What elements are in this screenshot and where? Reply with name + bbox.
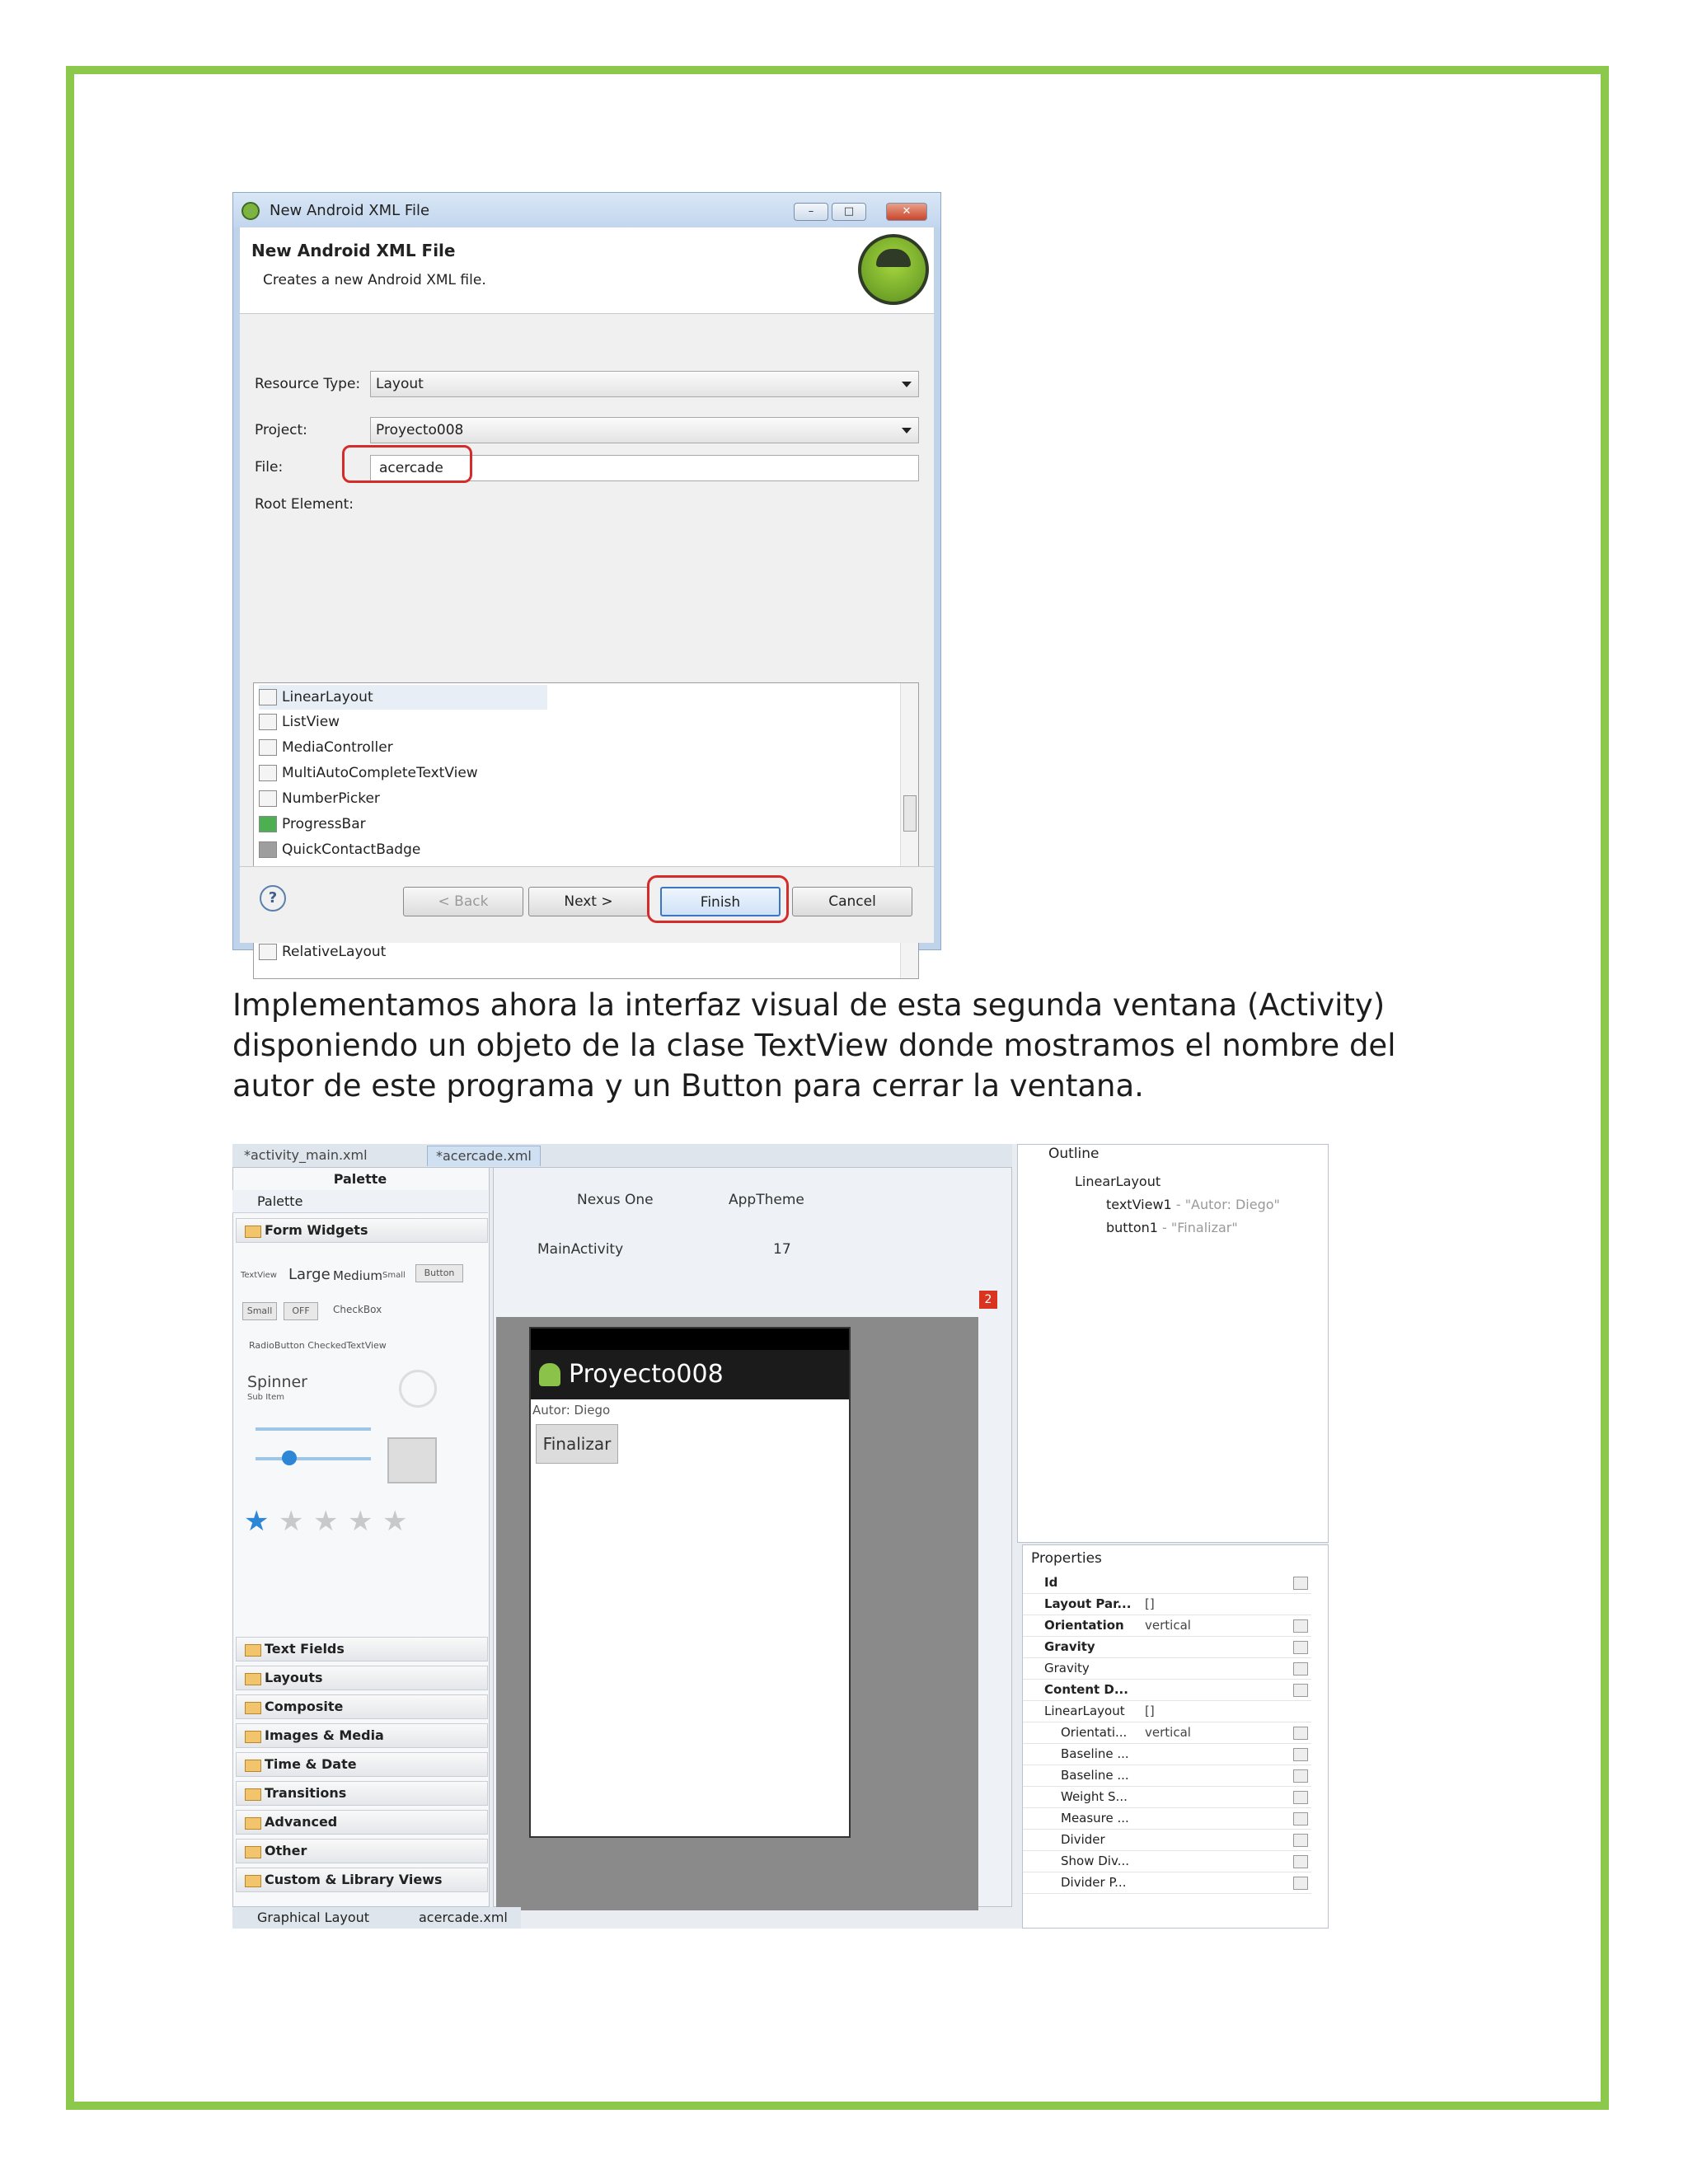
rating-star-filled-icon[interactable]: ★ xyxy=(244,1505,270,1538)
property-row[interactable]: Orientati... vertical xyxy=(1023,1722,1311,1744)
device-selector[interactable]: Nexus One xyxy=(577,1192,654,1208)
property-row[interactable]: Gravity xyxy=(1023,1636,1311,1658)
list-item[interactable]: LinearLayout xyxy=(259,685,547,710)
layout-canvas xyxy=(496,1317,978,1910)
property-row[interactable]: Measure ... xyxy=(1023,1807,1311,1830)
seekbar-thumb[interactable] xyxy=(282,1451,297,1465)
editor-bottom-tabs xyxy=(232,1907,521,1929)
android-logo-icon xyxy=(858,234,929,305)
property-row[interactable]: Weight S... xyxy=(1023,1786,1311,1808)
list-item[interactable]: ListView xyxy=(259,710,340,734)
root-element-label: Root Element: xyxy=(255,496,354,513)
activity-selector[interactable]: MainActivity xyxy=(537,1241,624,1258)
rating-star-icon[interactable]: ★ xyxy=(313,1505,339,1538)
dialog-header xyxy=(240,227,934,314)
api-level-selector[interactable]: 17 xyxy=(773,1241,791,1258)
dialog-subtitle: Creates a new Android XML file. xyxy=(263,272,486,288)
file-label: File: xyxy=(255,459,284,476)
property-row[interactable]: Layout Par... [] xyxy=(1023,1593,1311,1615)
mediacontroller-icon xyxy=(259,739,277,756)
maximize-button[interactable]: □ xyxy=(832,203,866,221)
palette-category-images-media[interactable]: Images & Media xyxy=(236,1723,488,1748)
rating-star-icon[interactable]: ★ xyxy=(279,1505,304,1538)
textview-autor[interactable]: Autor: Diego xyxy=(532,1403,611,1418)
cancel-button[interactable]: Cancel xyxy=(792,887,912,916)
palette-textview[interactable]: TextView xyxy=(241,1271,277,1280)
property-row[interactable]: Content D... xyxy=(1023,1679,1311,1701)
list-item[interactable]: MediaController xyxy=(259,735,393,760)
property-row[interactable]: Baseline ... xyxy=(1023,1743,1311,1765)
eclipse-app-icon xyxy=(241,202,260,220)
progressbar-icon xyxy=(259,816,277,832)
palette-category-other[interactable]: Other xyxy=(236,1839,488,1863)
linearlayout-icon xyxy=(259,689,277,705)
palette-large-text[interactable]: Large xyxy=(288,1266,331,1283)
property-row[interactable]: Show Div... xyxy=(1023,1850,1311,1872)
back-button[interactable]: < Back xyxy=(403,887,523,916)
new-android-xml-dialog xyxy=(232,192,941,960)
action-bar xyxy=(531,1350,849,1399)
list-item[interactable]: ProgressBar xyxy=(259,812,366,837)
android-app-icon xyxy=(539,1363,560,1386)
palette-category-layouts[interactable]: Layouts xyxy=(236,1666,488,1690)
palette-spinner[interactable]: Spinner xyxy=(247,1373,307,1391)
autocomplete-icon xyxy=(259,765,277,781)
tab-acercade[interactable]: *acercade.xml xyxy=(427,1146,541,1166)
finalizar-button[interactable]: Finalizar xyxy=(536,1424,618,1464)
outline-title: Outline xyxy=(1048,1146,1100,1162)
finish-highlight-annotation xyxy=(647,875,789,923)
window-title: New Android XML File xyxy=(270,202,430,219)
properties-title: Properties xyxy=(1031,1550,1102,1567)
body-paragraph: Implementamos ahora la interfaz visual de esta segunda ventana (Activity) disponiendo un objeto de la clase TextView donde mostramos el nombre del autor de este programa y un Button para cerrar la ventana. xyxy=(232,987,1396,1104)
file-highlight-annotation xyxy=(342,445,472,483)
palette-category-text-fields[interactable]: Text Fields xyxy=(236,1637,488,1661)
relativelayout-icon xyxy=(259,944,277,960)
palette-header: Palette xyxy=(333,1171,387,1187)
properties-panel xyxy=(1022,1544,1329,1929)
dropdown-arrow-icon xyxy=(902,382,912,387)
palette-category-transitions[interactable]: Transitions xyxy=(236,1781,488,1806)
app-title: Proyecto008 xyxy=(569,1360,724,1389)
scrollbar-thumb[interactable] xyxy=(903,795,917,832)
resource-type-value: Layout xyxy=(376,376,424,392)
list-item[interactable]: MultiAutoCompleteTextView xyxy=(259,761,478,785)
property-row[interactable]: Divider P... xyxy=(1023,1872,1311,1894)
error-count-badge[interactable]: 2 xyxy=(979,1291,997,1309)
resource-type-select[interactable] xyxy=(370,371,919,397)
close-button[interactable]: ✕ xyxy=(886,203,927,221)
next-button[interactable]: Next > xyxy=(528,887,649,916)
property-row[interactable]: Orientation vertical xyxy=(1023,1615,1311,1637)
tab-graphical-layout[interactable]: Graphical Layout xyxy=(257,1910,370,1925)
numberpicker-icon xyxy=(259,790,277,807)
palette-small-button[interactable]: Small xyxy=(242,1302,277,1320)
file-input-value: acercade xyxy=(379,460,443,476)
progress-bar-horizontal[interactable] xyxy=(256,1427,371,1431)
palette-category-time-date[interactable]: Time & Date xyxy=(236,1752,488,1777)
minimize-button[interactable]: – xyxy=(794,203,828,221)
theme-selector[interactable]: AppTheme xyxy=(729,1192,804,1208)
tab-activity-main[interactable]: *activity_main.xml xyxy=(244,1147,368,1163)
outline-item-linearlayout[interactable]: LinearLayout xyxy=(1075,1174,1161,1189)
palette-toggle-button[interactable]: OFF xyxy=(284,1302,318,1320)
palette-category-form-widgets[interactable]: Form Widgets xyxy=(236,1218,488,1243)
outline-item-button1[interactable]: button1 - "Finalizar" xyxy=(1106,1220,1238,1235)
palette-selector[interactable]: Palette xyxy=(232,1190,488,1213)
project-label: Project: xyxy=(255,422,307,438)
palette-category-custom-library[interactable]: Custom & Library Views xyxy=(236,1868,488,1892)
progress-spinner-icon[interactable] xyxy=(399,1370,437,1408)
dropdown-arrow-icon xyxy=(902,428,912,434)
project-value: Proyecto008 xyxy=(376,422,464,438)
palette-category-composite[interactable]: Composite xyxy=(236,1694,488,1719)
listview-icon xyxy=(259,714,277,730)
quick-contact-badge-icon[interactable] xyxy=(387,1437,437,1483)
list-item[interactable]: QuickContactBadge xyxy=(259,837,420,862)
project-select[interactable] xyxy=(370,417,919,443)
resource-type-label: Resource Type: xyxy=(255,376,361,392)
finish-button[interactable]: Finish xyxy=(660,887,781,916)
palette-medium-text[interactable]: Medium xyxy=(333,1268,382,1283)
palette-radio-checked[interactable]: RadioButton CheckedTextView xyxy=(249,1340,387,1351)
palette-checkbox[interactable]: CheckBox xyxy=(333,1304,382,1315)
property-row[interactable]: Id xyxy=(1023,1572,1311,1594)
outline-item-textview1[interactable]: textView1 - "Autor: Diego" xyxy=(1106,1197,1280,1212)
property-row[interactable]: LinearLayout [] xyxy=(1023,1700,1311,1722)
quickcontactbadge-icon xyxy=(259,841,277,858)
palette-button[interactable]: Button xyxy=(415,1264,463,1282)
dialog-titlebar xyxy=(233,193,940,227)
status-bar xyxy=(531,1329,849,1350)
rating-star-icon[interactable]: ★ xyxy=(348,1505,373,1538)
dialog-heading: New Android XML File xyxy=(251,241,456,260)
editor-tabs xyxy=(232,1144,1012,1168)
property-row[interactable]: Gravity xyxy=(1023,1657,1311,1680)
dialog-footer xyxy=(240,866,934,943)
list-item[interactable]: RelativeLayout xyxy=(259,940,386,964)
eclipse-layout-editor xyxy=(232,1144,1329,1929)
tab-xml-source[interactable]: acercade.xml xyxy=(419,1910,508,1925)
palette-spinner-subitem: Sub Item xyxy=(247,1393,284,1402)
rating-star-icon[interactable]: ★ xyxy=(382,1505,408,1538)
palette-category-advanced[interactable]: Advanced xyxy=(236,1810,488,1835)
help-icon[interactable]: ? xyxy=(260,885,286,912)
device-preview xyxy=(529,1327,851,1838)
property-row[interactable]: Divider xyxy=(1023,1829,1311,1851)
seekbar-track[interactable] xyxy=(256,1457,371,1460)
property-row[interactable]: Baseline ... xyxy=(1023,1765,1311,1787)
list-item[interactable]: NumberPicker xyxy=(259,786,380,811)
palette-small-text[interactable]: Small xyxy=(382,1271,406,1280)
